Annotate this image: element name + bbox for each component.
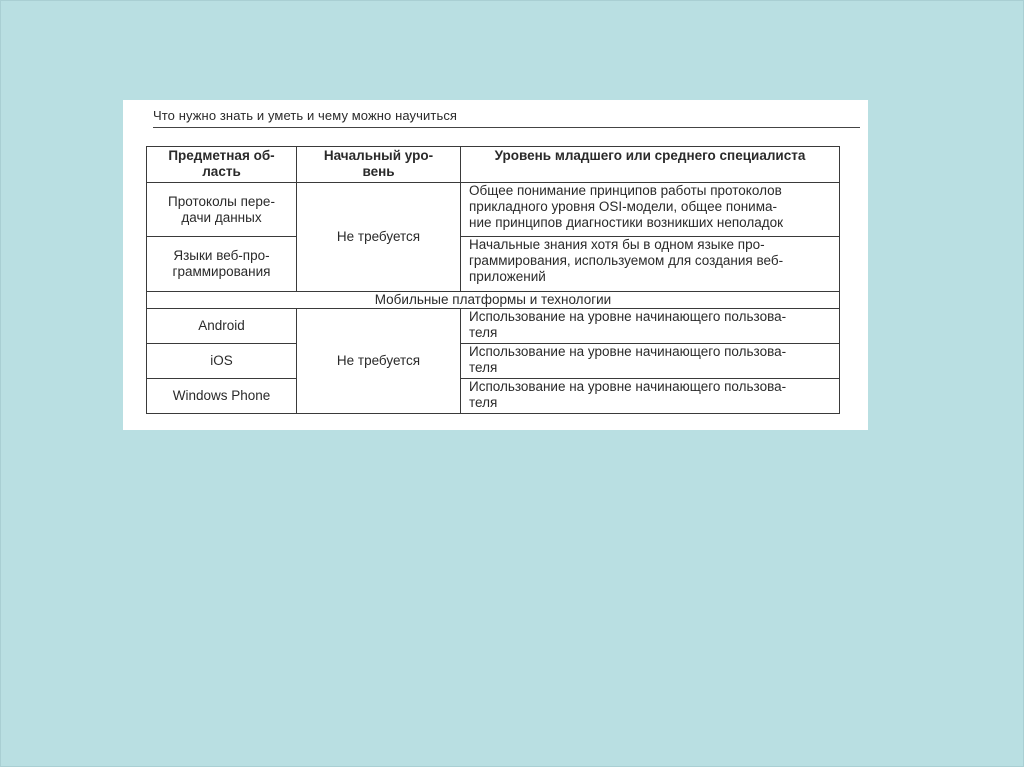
table-row	[147, 379, 840, 414]
cell-specialist-level: Использование на уровне начинающего пользова- теля	[461, 379, 840, 414]
section-row	[147, 292, 840, 309]
cell-subject-area: Android	[147, 309, 297, 344]
header-specialist-level: Уровень младшего или среднего специалиста	[461, 147, 840, 183]
cell-subject-area: Windows Phone	[147, 379, 297, 414]
cell-initial-level: Не требуется	[297, 309, 461, 414]
cell-specialist-level: Использование на уровне начинающего пользова- теля	[461, 344, 840, 379]
table-header-row	[147, 147, 840, 183]
cell-specialist-level: Общее понимание принципов работы протоколов прикладного уровня OSI-модели, общее понима- ние принципов диагностики возникших неполадок	[461, 183, 840, 237]
cell-subject-area: Языки веб-про- граммирования	[147, 237, 297, 292]
document-image	[123, 100, 868, 430]
table-row	[147, 344, 840, 379]
heading-divider	[153, 127, 860, 128]
header-subject-area: Предметная об- ласть	[147, 147, 297, 183]
cell-subject-area: iOS	[147, 344, 297, 379]
header-initial-level: Начальный уро- вень	[297, 147, 461, 183]
skills-table	[146, 146, 840, 414]
cell-specialist-level: Использование на уровне начинающего пользова- теля	[461, 309, 840, 344]
table-row	[147, 183, 840, 237]
cell-initial-level: Не требуется	[297, 183, 461, 292]
table-row	[147, 309, 840, 344]
section-title: Мобильные платформы и технологии	[147, 292, 840, 309]
cell-subject-area: Протоколы пере- дачи данных	[147, 183, 297, 237]
cell-specialist-level: Начальные знания хотя бы в одном языке про- граммирования, используемом для создания веб- приложений	[461, 237, 840, 292]
document-heading: Что нужно знать и уметь и чему можно научиться	[153, 108, 458, 123]
table-row	[147, 237, 840, 292]
